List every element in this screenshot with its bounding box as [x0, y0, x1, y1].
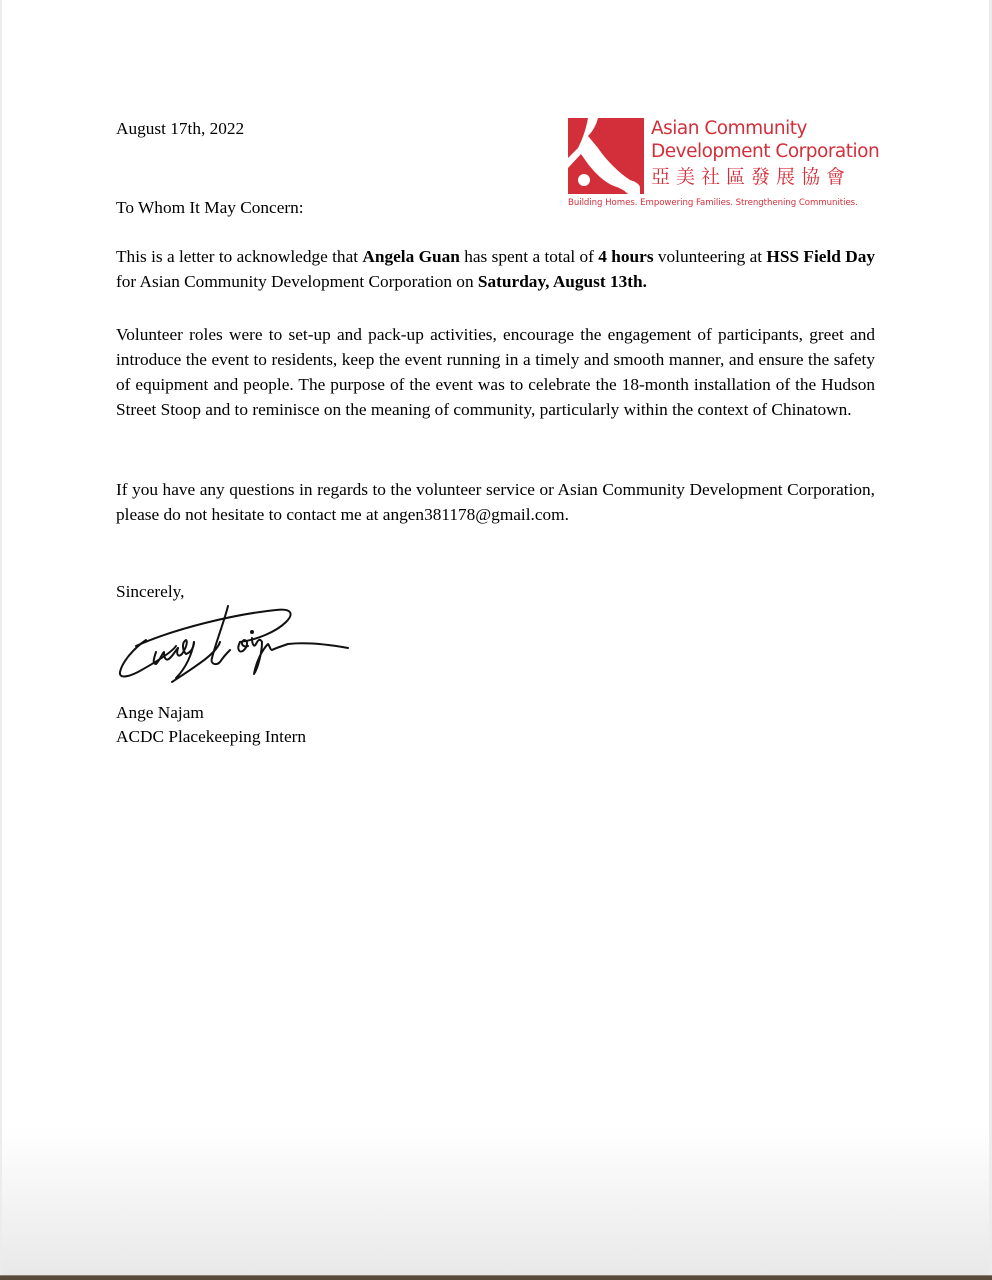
- logo-name-line1: Asian Community: [651, 118, 807, 139]
- closing: Sincerely,: [116, 582, 185, 601]
- volunteer-name: Angela Guan: [362, 247, 460, 266]
- acdc-logo-mark-icon: [568, 118, 644, 194]
- p1-text-1: This is a letter to acknowledge that: [116, 247, 363, 266]
- p1-text-4: for Asian Community Development Corporation on: [116, 272, 478, 291]
- event-name: HSS Field Day: [766, 247, 875, 266]
- acknowledgement-paragraph: [116, 244, 875, 294]
- acdc-logo: [568, 117, 888, 212]
- letter-date: August 17th, 2022: [116, 119, 245, 138]
- page-edge-left: [0, 0, 2, 1275]
- salutation: To Whom It May Concern:: [116, 198, 304, 217]
- signer-name: Ange Najam: [116, 703, 204, 722]
- logo-chinese-name: 亞美社區發展協會: [651, 166, 852, 188]
- p1-text-3: volunteering at: [653, 247, 767, 266]
- window-bottom-bar: [0, 1275, 992, 1280]
- logo-tagline: Building Homes. Empowering Families. Strengthening Communities.: [568, 198, 858, 208]
- volunteer-hours: 4 hours: [598, 247, 654, 266]
- roles-paragraph: Volunteer roles were to set-up and pack-up activities, encourage the engagement of participants, greet and introduce the event to residents, keep the event running in a timely and smooth manner, and ensure the safety of equipment and people. The purpose of the event was to celebrate the 18-month installation of the Hudson Street Stoop and to reminisce on the meaning of community, particularly within the context of Chinatown.: [116, 325, 875, 419]
- contact-paragraph: If you have any questions in regards to the volunteer service or Asian Community Development Corporation, please do not hesitate to contact me at angen381178@gmail.com.: [116, 480, 875, 524]
- signer-title: ACDC Placekeeping Intern: [116, 727, 307, 746]
- handwritten-signature-icon: [116, 602, 356, 692]
- p1-text-2: has spent a total of: [459, 247, 599, 266]
- logo-name-line2: Development Corporation: [651, 141, 880, 162]
- event-date: Saturday, August 13th.: [477, 272, 647, 291]
